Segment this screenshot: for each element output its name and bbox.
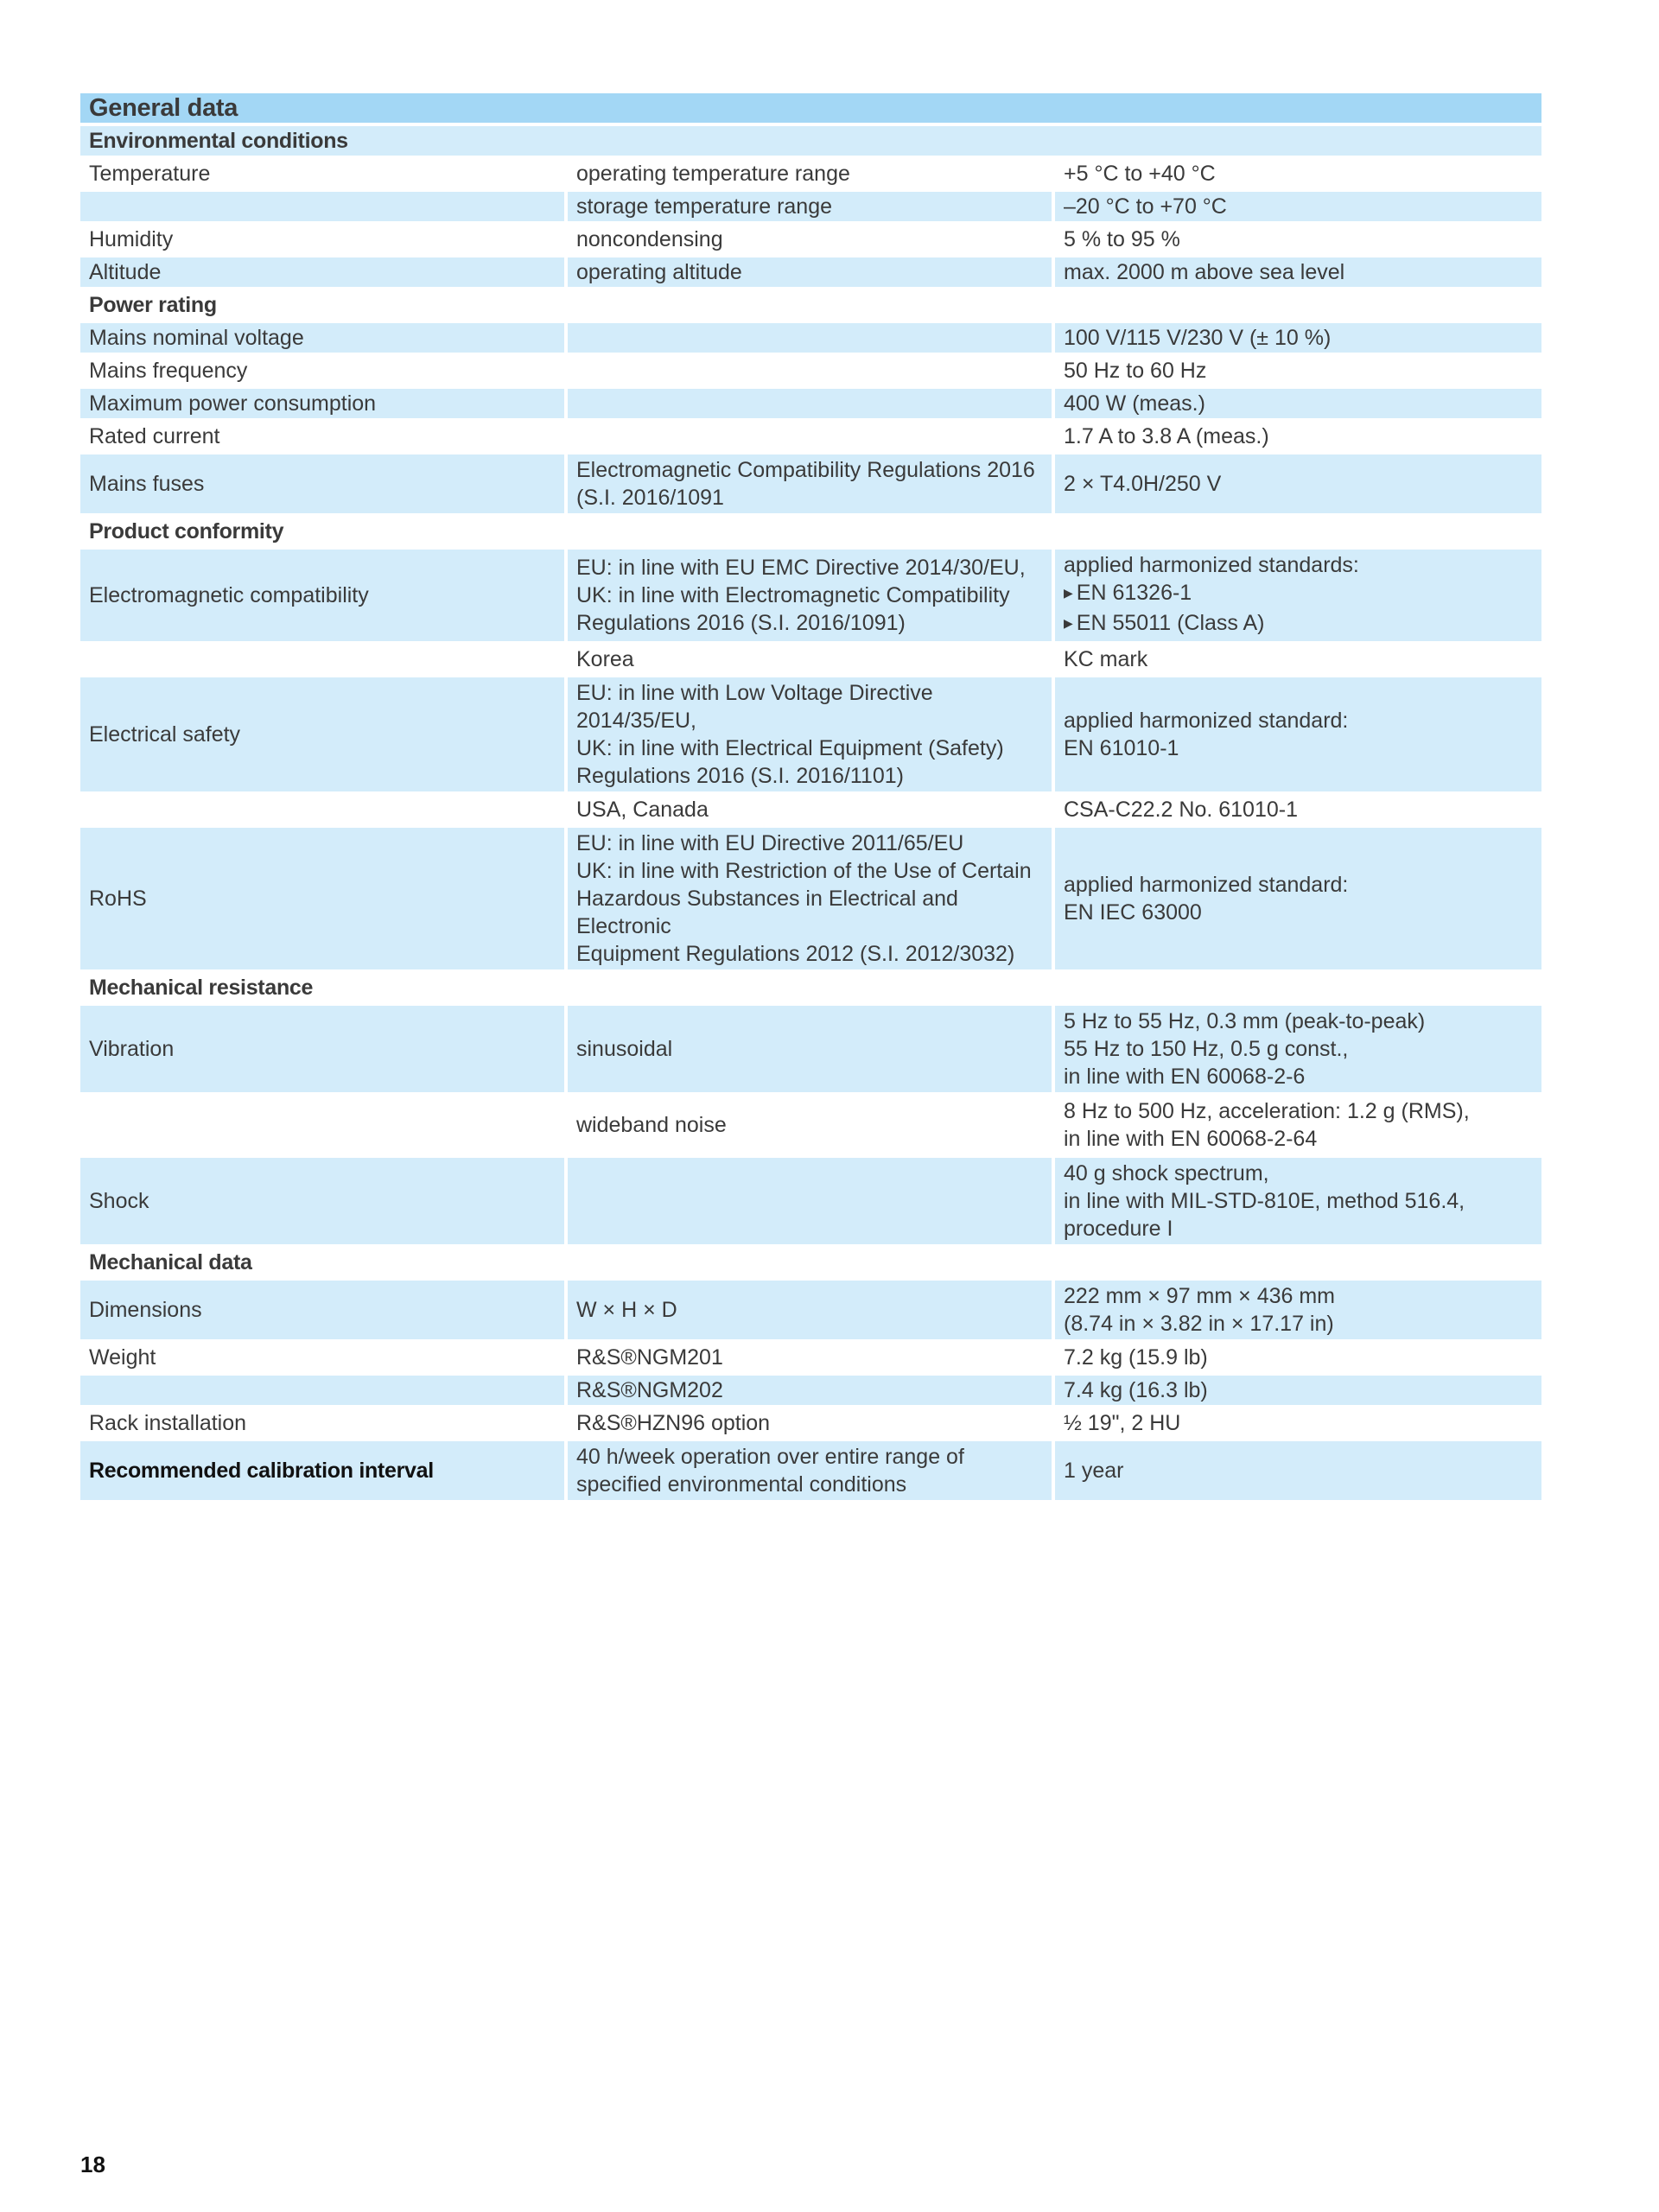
row-value: 100 V/115 V/230 V (± 10 %) — [1055, 323, 1541, 356]
row-value: KC mark — [1055, 645, 1541, 677]
row-label: Rated current — [80, 422, 568, 454]
row-label: Electrical safety — [80, 677, 568, 795]
row-label: Mains frequency — [80, 356, 568, 389]
row-condition: operating altitude — [568, 257, 1055, 290]
row-label: Electromagnetic compatibility — [80, 550, 568, 645]
row-condition: wideband noise — [568, 1096, 1055, 1158]
table-row — [80, 1343, 1541, 1376]
row-condition: noncondensing — [568, 225, 1055, 257]
table-title: General data — [80, 93, 1541, 126]
row-condition: storage temperature range — [568, 192, 1055, 225]
row-label: RoHS — [80, 828, 568, 973]
table-row — [80, 1408, 1541, 1441]
section-heading-mechanical-resistance: Mechanical resistance — [80, 973, 568, 1006]
row-value: max. 2000 m above sea level — [1055, 257, 1541, 290]
row-condition: 40 h/week operation over entire range of specified environmental conditions — [568, 1441, 1055, 1503]
table-row — [80, 1376, 1541, 1408]
row-condition: EU: in line with EU Directive 2011/65/EU UK: in line with Restriction of the Use of Certain Hazardous Substances in Electrical and Electronic Equipment Regulations 2012 (S.I. 2012/3032) — [568, 828, 1055, 973]
row-value: 400 W (meas.) — [1055, 389, 1541, 422]
section-heading-power: Power rating — [80, 290, 568, 323]
row-value: applied harmonized standards: ▶ EN 61326-1 ▶ EN 55011 (Class A) — [1055, 550, 1541, 645]
specifications-table — [80, 93, 1541, 1503]
row-label — [80, 795, 568, 828]
table-row — [80, 192, 1541, 225]
row-condition — [568, 1158, 1055, 1248]
row-condition — [568, 323, 1055, 356]
row-label — [80, 645, 568, 677]
table-row — [80, 356, 1541, 389]
row-condition: EU: in line with Low Voltage Directive 2014/35/EU, UK: in line with Electrical Equipment (Safety) Regulations 2016 (S.I. 2016/1101) — [568, 677, 1055, 795]
row-label: Temperature — [80, 159, 568, 192]
row-value: applied harmonized standard: EN IEC 63000 — [1055, 828, 1541, 973]
section-heading-conformity: Product conformity — [80, 517, 568, 550]
row-label: Altitude — [80, 257, 568, 290]
row-value: 1 year — [1055, 1441, 1541, 1503]
row-label: Mains nominal voltage — [80, 323, 568, 356]
table-row — [80, 454, 1541, 517]
row-value: 7.2 kg (15.9 lb) — [1055, 1343, 1541, 1376]
table-row — [80, 323, 1541, 356]
row-value: 2 × T4.0H/250 V — [1055, 454, 1541, 517]
table-row — [80, 550, 1541, 645]
row-value: 5 Hz to 55 Hz, 0.3 mm (peak-to-peak) 55 Hz to 150 Hz, 0.5 g const., in line with EN 60068-2-6 — [1055, 1006, 1541, 1096]
table-title-row — [80, 93, 1541, 126]
table-row — [80, 389, 1541, 422]
row-label: Dimensions — [80, 1281, 568, 1343]
row-condition — [568, 356, 1055, 389]
row-condition: EU: in line with EU EMC Directive 2014/30/EU, UK: in line with Electromagnetic Compatibility Regulations 2016 (S.I. 2016/1091) — [568, 550, 1055, 645]
row-condition: W × H × D — [568, 1281, 1055, 1343]
row-condition: R&S®HZN96 option — [568, 1408, 1055, 1441]
table-row — [80, 225, 1541, 257]
row-value: +5 °C to +40 °C — [1055, 159, 1541, 192]
section-heading-row — [80, 973, 1541, 1006]
row-value: 8 Hz to 500 Hz, acceleration: 1.2 g (RMS), in line with EN 60068-2-64 — [1055, 1096, 1541, 1158]
row-label — [80, 192, 568, 225]
row-value: 1.7 A to 3.8 A (meas.) — [1055, 422, 1541, 454]
row-value: applied harmonized standard: EN 61010-1 — [1055, 677, 1541, 795]
section-heading-row — [80, 1248, 1541, 1281]
row-label: Maximum power consumption — [80, 389, 568, 422]
row-label — [80, 1376, 568, 1408]
row-value: CSA-C22.2 No. 61010-1 — [1055, 795, 1541, 828]
section-heading-row — [80, 517, 1541, 550]
page-number: 18 — [80, 2152, 105, 2177]
table-row — [80, 257, 1541, 290]
row-label: Weight — [80, 1343, 568, 1376]
row-label — [80, 1096, 568, 1158]
row-condition: R&S®NGM202 — [568, 1376, 1055, 1408]
row-label: Shock — [80, 1158, 568, 1248]
row-value: 40 g shock spectrum, in line with MIL-STD-810E, method 516.4, procedure I — [1055, 1158, 1541, 1248]
table-row — [80, 645, 1541, 677]
section-heading-row — [80, 290, 1541, 323]
row-value: ½ 19", 2 HU — [1055, 1408, 1541, 1441]
row-value: –20 °C to +70 °C — [1055, 192, 1541, 225]
row-condition — [568, 422, 1055, 454]
row-condition: USA, Canada — [568, 795, 1055, 828]
table-row — [80, 677, 1541, 795]
row-label: Mains fuses — [80, 454, 568, 517]
table-row — [80, 159, 1541, 192]
row-value: 222 mm × 97 mm × 436 mm (8.74 in × 3.82 in × 17.17 in) — [1055, 1281, 1541, 1343]
section-heading-row — [80, 126, 1541, 159]
bullet-item: ▶ EN 61326-1 — [1064, 579, 1533, 609]
row-label: Recommended calibration interval — [80, 1441, 568, 1503]
table-row — [80, 1096, 1541, 1158]
row-label: Vibration — [80, 1006, 568, 1096]
row-value: 7.4 kg (16.3 lb) — [1055, 1376, 1541, 1408]
table-row — [80, 795, 1541, 828]
row-label: Humidity — [80, 225, 568, 257]
row-condition: Electromagnetic Compatibility Regulations 2016 (S.I. 2016/1091 — [568, 454, 1055, 517]
table-row — [80, 1441, 1541, 1503]
table-row — [80, 1158, 1541, 1248]
row-condition: Korea — [568, 645, 1055, 677]
row-label: Rack installation — [80, 1408, 568, 1441]
bullet-item: ▶ EN 55011 (Class A) — [1064, 609, 1533, 639]
section-heading-mechanical-data: Mechanical data — [80, 1248, 568, 1281]
table-row — [80, 1006, 1541, 1096]
row-value: 50 Hz to 60 Hz — [1055, 356, 1541, 389]
row-condition: sinusoidal — [568, 1006, 1055, 1096]
row-condition: operating temperature range — [568, 159, 1055, 192]
row-condition: R&S®NGM201 — [568, 1343, 1055, 1376]
row-value: 5 % to 95 % — [1055, 225, 1541, 257]
section-heading-environmental: Environmental conditions — [80, 126, 1541, 159]
table-row — [80, 1281, 1541, 1343]
table-row — [80, 828, 1541, 973]
table-row — [80, 422, 1541, 454]
row-condition — [568, 389, 1055, 422]
